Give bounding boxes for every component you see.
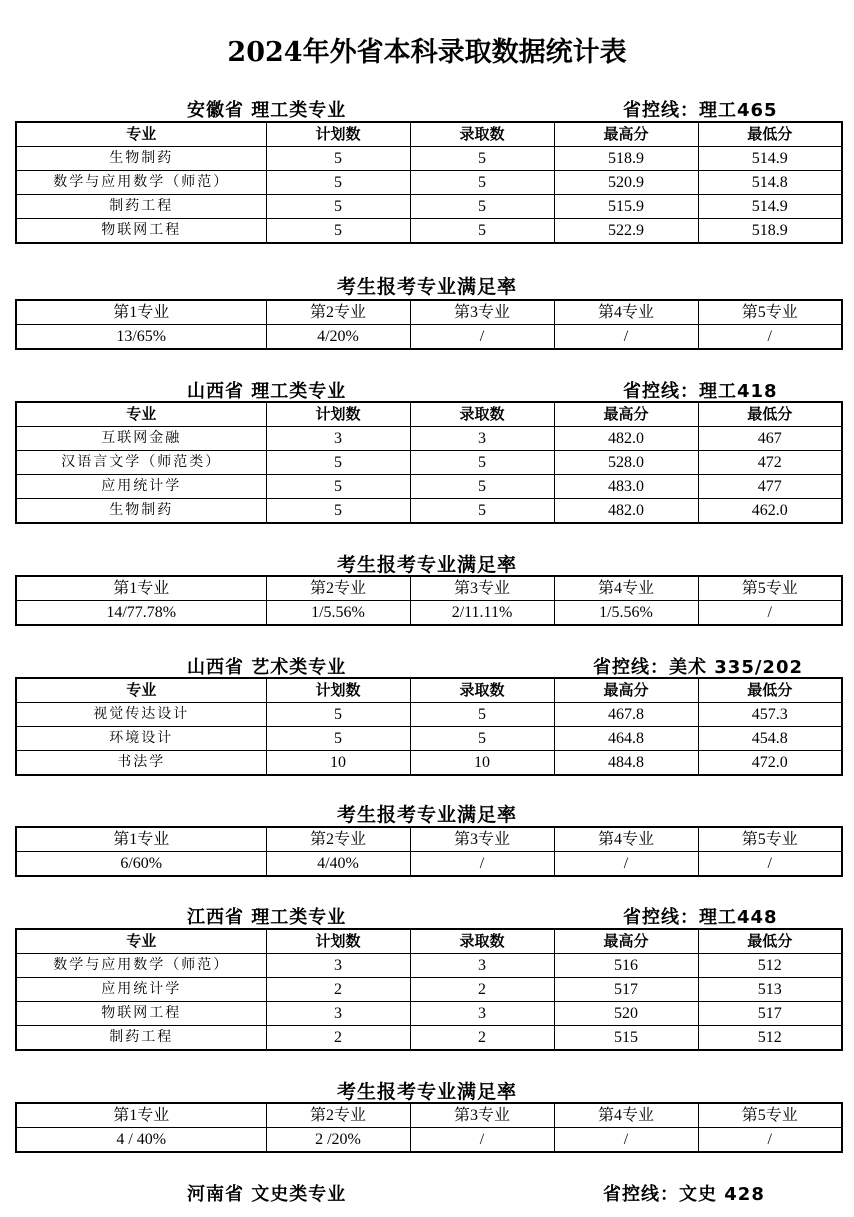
major-cell: 应用统计学 — [16, 475, 266, 499]
rate-header-1: 第1专业 — [16, 1103, 266, 1128]
col-header-major: 专业 — [16, 122, 266, 147]
col-header-major: 专业 — [16, 678, 266, 703]
major-cell: 物联网工程 — [16, 1002, 266, 1026]
rate-value: 13/65% — [16, 325, 266, 350]
control-line: 省控线：理工418 — [623, 381, 778, 402]
plan-cell: 10 — [266, 751, 410, 776]
rate-header-row — [16, 576, 842, 601]
document-title: 2024年外省本科录取数据统计表 — [227, 37, 627, 68]
rate-value: / — [698, 325, 842, 350]
rate-header-4: 第4专业 — [554, 1103, 698, 1128]
rate-header-5: 第5专业 — [698, 300, 842, 325]
control-line: 省控线：理工448 — [623, 907, 778, 928]
section-header-shanxi-science — [15, 377, 841, 403]
admission-table-jiangxi — [15, 928, 843, 1051]
max-score-cell: 516 — [554, 954, 698, 978]
col-header-min: 最低分 — [698, 122, 842, 147]
section-header-henan — [15, 1180, 841, 1206]
table-header-row — [16, 678, 842, 703]
col-header-admitted: 录取数 — [410, 122, 554, 147]
province-label: 山西省 艺术类专业 — [187, 657, 347, 678]
admitted-cell: 5 — [410, 147, 554, 171]
plan-cell: 5 — [266, 451, 410, 475]
rate-value: / — [410, 1128, 554, 1153]
plan-cell: 5 — [266, 147, 410, 171]
control-line: 省控线：文史 428 — [603, 1184, 765, 1205]
col-header-major: 专业 — [16, 929, 266, 954]
max-score-cell: 517 — [554, 978, 698, 1002]
admitted-cell: 3 — [410, 954, 554, 978]
table-header-row — [16, 929, 842, 954]
max-score-cell: 482.0 — [554, 427, 698, 451]
table-row — [16, 1026, 842, 1051]
plan-cell: 5 — [266, 475, 410, 499]
max-score-cell: 520.9 — [554, 171, 698, 195]
major-cell: 数学与应用数学（师范） — [16, 171, 266, 195]
max-score-cell: 528.0 — [554, 451, 698, 475]
min-score-cell: 513 — [698, 978, 842, 1002]
province-label: 山西省 理工类专业 — [187, 381, 347, 402]
table-row — [16, 978, 842, 1002]
max-score-cell: 520 — [554, 1002, 698, 1026]
rate-header-3: 第3专业 — [410, 1103, 554, 1128]
plan-cell: 5 — [266, 171, 410, 195]
col-header-admitted: 录取数 — [410, 678, 554, 703]
admitted-cell: 5 — [410, 195, 554, 219]
max-score-cell: 484.8 — [554, 751, 698, 776]
rate-value: 4 / 40% — [16, 1128, 266, 1153]
rate-value: / — [698, 852, 842, 877]
table-header-row — [16, 402, 842, 427]
admission-table-shanxi-science — [15, 401, 843, 524]
rate-value: 4/40% — [266, 852, 410, 877]
max-score-cell: 467.8 — [554, 703, 698, 727]
rate-value: / — [410, 325, 554, 350]
rate-header-5: 第5专业 — [698, 827, 842, 852]
satisfaction-rate-title: 考生报考专业满足率 — [336, 554, 517, 576]
rate-header-5: 第5专业 — [698, 1103, 842, 1128]
table-row — [16, 499, 842, 524]
min-score-cell: 472.0 — [698, 751, 842, 776]
rate-header-4: 第4专业 — [554, 827, 698, 852]
rate-value: 4/20% — [266, 325, 410, 350]
min-score-cell: 514.9 — [698, 195, 842, 219]
col-header-min: 最低分 — [698, 929, 842, 954]
col-header-plan: 计划数 — [266, 929, 410, 954]
plan-cell: 2 — [266, 1026, 410, 1051]
section-header-shanxi-art — [15, 653, 841, 679]
table-row — [16, 751, 842, 776]
max-score-cell: 515.9 — [554, 195, 698, 219]
min-score-cell: 457.3 — [698, 703, 842, 727]
col-header-plan: 计划数 — [266, 402, 410, 427]
rate-value-row — [16, 1128, 842, 1153]
min-score-cell: 512 — [698, 1026, 842, 1051]
rate-value: / — [554, 852, 698, 877]
plan-cell: 5 — [266, 703, 410, 727]
rate-header-4: 第4专业 — [554, 576, 698, 601]
table-header-row — [16, 122, 842, 147]
col-header-admitted: 录取数 — [410, 929, 554, 954]
admitted-cell: 10 — [410, 751, 554, 776]
table-row — [16, 147, 842, 171]
min-score-cell: 462.0 — [698, 499, 842, 524]
table-row — [16, 171, 842, 195]
major-cell: 物联网工程 — [16, 219, 266, 244]
max-score-cell: 483.0 — [554, 475, 698, 499]
rate-value-row — [16, 601, 842, 626]
min-score-cell: 467 — [698, 427, 842, 451]
col-header-admitted: 录取数 — [410, 402, 554, 427]
table-row — [16, 954, 842, 978]
table-row — [16, 219, 842, 244]
col-header-max: 最高分 — [554, 929, 698, 954]
admitted-cell: 3 — [410, 427, 554, 451]
admitted-cell: 3 — [410, 1002, 554, 1026]
admitted-cell: 2 — [410, 1026, 554, 1051]
admitted-cell: 2 — [410, 978, 554, 1002]
control-line: 省控线：美术 335/202 — [593, 657, 803, 678]
table-row — [16, 195, 842, 219]
rate-value: 2 /20% — [266, 1128, 410, 1153]
col-header-max: 最高分 — [554, 678, 698, 703]
major-cell: 数学与应用数学（师范） — [16, 954, 266, 978]
table-row — [16, 451, 842, 475]
satisfaction-rate-table-jiangxi — [15, 1102, 843, 1153]
col-header-min: 最低分 — [698, 678, 842, 703]
min-score-cell: 454.8 — [698, 727, 842, 751]
rate-value: 14/77.78% — [16, 601, 266, 626]
plan-cell: 2 — [266, 978, 410, 1002]
rate-header-4: 第4专业 — [554, 300, 698, 325]
plan-cell: 5 — [266, 219, 410, 244]
major-cell: 互联网金融 — [16, 427, 266, 451]
major-cell: 书法学 — [16, 751, 266, 776]
rate-value-row — [16, 325, 842, 350]
admitted-cell: 5 — [410, 451, 554, 475]
rate-header-row — [16, 1103, 842, 1128]
min-score-cell: 518.9 — [698, 219, 842, 244]
max-score-cell: 522.9 — [554, 219, 698, 244]
major-cell: 环境设计 — [16, 727, 266, 751]
rate-header-1: 第1专业 — [16, 827, 266, 852]
admission-table-anhui — [15, 121, 843, 244]
max-score-cell: 518.9 — [554, 147, 698, 171]
col-header-plan: 计划数 — [266, 678, 410, 703]
plan-cell: 5 — [266, 195, 410, 219]
section-header-anhui — [15, 96, 841, 122]
rate-value: / — [554, 1128, 698, 1153]
satisfaction-rate-title: 考生报考专业满足率 — [336, 804, 517, 826]
admitted-cell: 5 — [410, 475, 554, 499]
rate-header-2: 第2专业 — [266, 300, 410, 325]
satisfaction-rate-table-anhui — [15, 299, 843, 350]
col-header-plan: 计划数 — [266, 122, 410, 147]
major-cell: 视觉传达设计 — [16, 703, 266, 727]
major-cell: 应用统计学 — [16, 978, 266, 1002]
satisfaction-rate-title: 考生报考专业满足率 — [336, 1081, 517, 1103]
rate-header-2: 第2专业 — [266, 576, 410, 601]
max-score-cell: 482.0 — [554, 499, 698, 524]
satisfaction-rate-title: 考生报考专业满足率 — [336, 276, 517, 298]
plan-cell: 3 — [266, 1002, 410, 1026]
rate-header-2: 第2专业 — [266, 1103, 410, 1128]
col-header-major: 专业 — [16, 402, 266, 427]
province-label: 江西省 理工类专业 — [187, 907, 347, 928]
rate-header-3: 第3专业 — [410, 300, 554, 325]
min-score-cell: 514.9 — [698, 147, 842, 171]
satisfaction-rate-table-shanxi-art — [15, 826, 843, 877]
plan-cell: 3 — [266, 427, 410, 451]
rate-value: / — [698, 1128, 842, 1153]
section-header-jiangxi — [15, 903, 841, 929]
rate-header-1: 第1专业 — [16, 576, 266, 601]
rate-header-row — [16, 300, 842, 325]
min-score-cell: 512 — [698, 954, 842, 978]
table-row — [16, 727, 842, 751]
rate-value: 1/5.56% — [554, 601, 698, 626]
col-header-max: 最高分 — [554, 402, 698, 427]
plan-cell: 3 — [266, 954, 410, 978]
major-cell: 生物制药 — [16, 499, 266, 524]
table-row — [16, 427, 842, 451]
rate-value: / — [698, 601, 842, 626]
plan-cell: 5 — [266, 499, 410, 524]
rate-header-3: 第3专业 — [410, 827, 554, 852]
rate-header-5: 第5专业 — [698, 576, 842, 601]
col-header-max: 最高分 — [554, 122, 698, 147]
table-row — [16, 703, 842, 727]
min-score-cell: 477 — [698, 475, 842, 499]
rate-header-3: 第3专业 — [410, 576, 554, 601]
min-score-cell: 472 — [698, 451, 842, 475]
rate-value-row — [16, 852, 842, 877]
rate-value: / — [410, 852, 554, 877]
control-line: 省控线：理工465 — [623, 100, 778, 121]
min-score-cell: 517 — [698, 1002, 842, 1026]
rate-value: / — [554, 325, 698, 350]
admitted-cell: 5 — [410, 171, 554, 195]
rate-header-2: 第2专业 — [266, 827, 410, 852]
admitted-cell: 5 — [410, 727, 554, 751]
max-score-cell: 515 — [554, 1026, 698, 1051]
rate-value: 1/5.56% — [266, 601, 410, 626]
plan-cell: 5 — [266, 727, 410, 751]
admitted-cell: 5 — [410, 219, 554, 244]
major-cell: 生物制药 — [16, 147, 266, 171]
min-score-cell: 514.8 — [698, 171, 842, 195]
rate-value: 2/11.11% — [410, 601, 554, 626]
major-cell: 制药工程 — [16, 195, 266, 219]
table-row — [16, 1002, 842, 1026]
admission-table-shanxi-art — [15, 677, 843, 776]
major-cell: 制药工程 — [16, 1026, 266, 1051]
max-score-cell: 464.8 — [554, 727, 698, 751]
major-cell: 汉语言文学（师范类） — [16, 451, 266, 475]
rate-header-1: 第1专业 — [16, 300, 266, 325]
province-label: 安徽省 理工类专业 — [187, 100, 347, 121]
admitted-cell: 5 — [410, 499, 554, 524]
table-row — [16, 475, 842, 499]
rate-header-row — [16, 827, 842, 852]
rate-value: 6/60% — [16, 852, 266, 877]
satisfaction-rate-table-shanxi-science — [15, 575, 843, 626]
province-label: 河南省 文史类专业 — [187, 1184, 347, 1205]
col-header-min: 最低分 — [698, 402, 842, 427]
admitted-cell: 5 — [410, 703, 554, 727]
